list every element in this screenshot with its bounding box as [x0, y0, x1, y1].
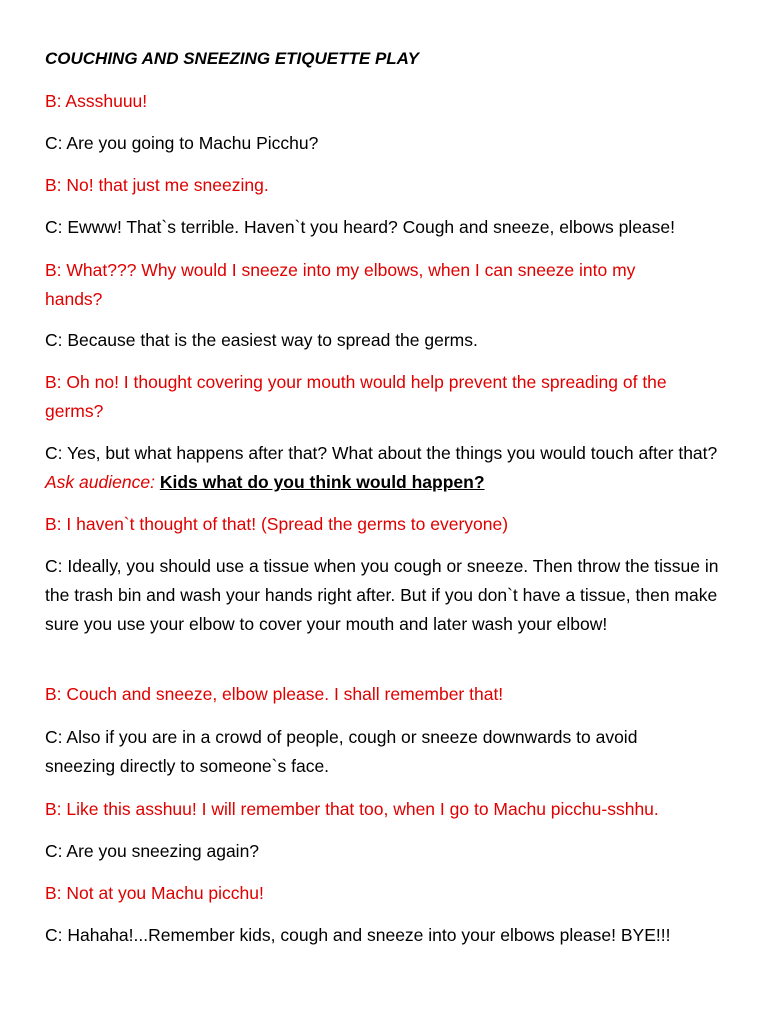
dialogue-line-c: C: Are you sneezing again? [45, 841, 260, 861]
dialogue-line-b: B: Like this asshuu! I will remember that too, when I go to Machu picchu-sshhu. [45, 799, 659, 819]
dialogue-line-b: B: What??? Why would I sneeze into my elbows, when I can sneeze into my hands? [45, 260, 636, 309]
stage-direction: Ask audience: [45, 472, 155, 492]
dialogue-line-b: B: I haven`t thought of that! (Spread the germs to everyone) [45, 514, 509, 534]
play-title: COUCHING AND SNEEZING ETIQUETTE PLAY [45, 49, 420, 68]
dialogue-line-b: B: Couch and sneeze, elbow please. I shall remember that! [45, 684, 504, 704]
dialogue-line-c: C: Are you going to Machu Picchu? [45, 133, 319, 153]
dialogue-line-b: B: No! that just me sneezing. [45, 175, 269, 195]
dialogue-line-c: C: Hahaha!...Remember kids, cough and sneeze into your elbows please! BYE!!! [45, 925, 671, 945]
audience-question: Kids what do you think would happen? [159, 472, 485, 492]
dialogue-line-c: C: Ideally, you should use a tissue when you cough or sneeze. Then throw the tissue in the trash bin and wash your hands right after. But if you don`t have a tissue, then make sure you use your elbow to cover your mouth and later wash your elbow! [45, 556, 719, 634]
dialogue-line-c: C: Also if you are in a crowd of people, cough or sneeze downwards to avoid sneezing directly to someone`s face. [45, 727, 638, 776]
dialogue-line-b: B: Not at you Machu picchu! [45, 883, 264, 903]
dialogue-line-c: C: Ewww! That`s terrible. Haven`t you heard? Cough and sneeze, elbows please! [45, 217, 676, 237]
dialogue-line-b: B: Assshuuu! [45, 91, 148, 111]
dialogue-line-c-with-aside [45, 439, 725, 497]
dialogue-line-c: C: Because that is the easiest way to spread the germs. [45, 330, 478, 350]
dialogue-text: C: Yes, but what happens after that? What about the things you would touch after that? [45, 443, 718, 463]
dialogue-line-b: B: Oh no! I thought covering your mouth would help prevent the spreading of the germs? [45, 372, 667, 421]
